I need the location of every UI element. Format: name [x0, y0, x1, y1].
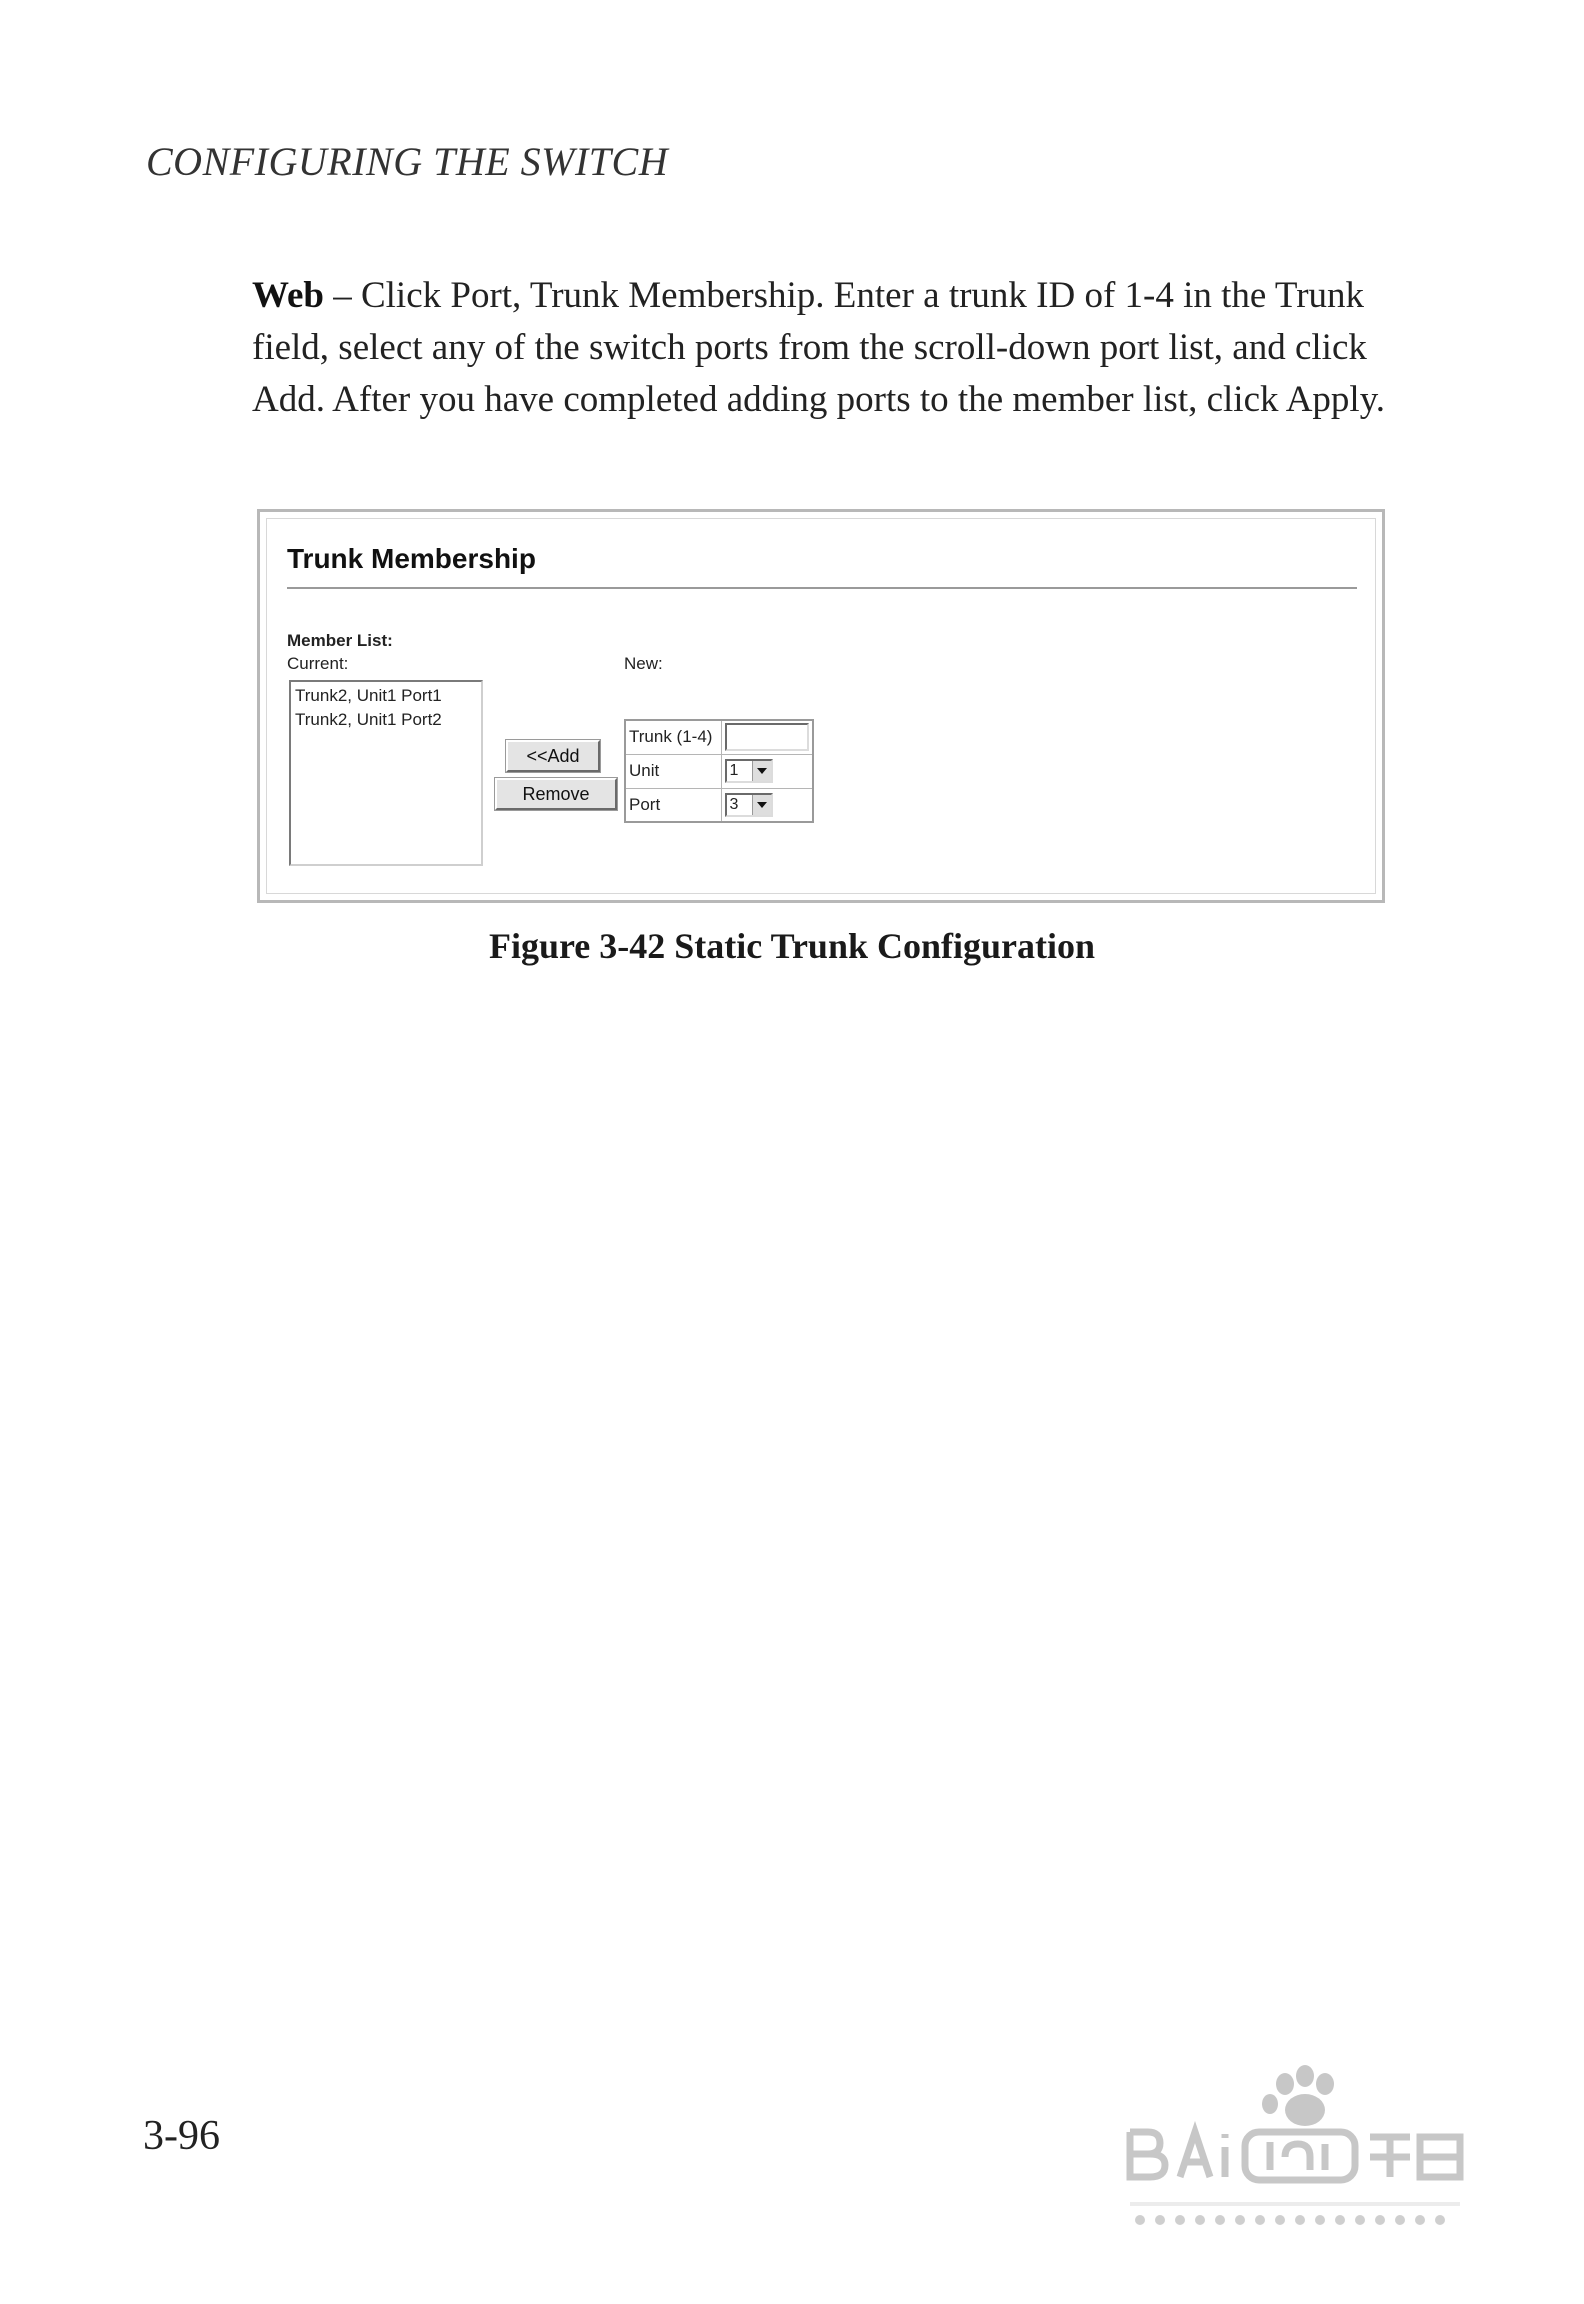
list-item[interactable]: Trunk2, Unit1 Port1: [295, 686, 442, 705]
trunk-membership-screenshot: [257, 509, 1385, 903]
trunk-row: [625, 720, 813, 754]
chevron-down-icon[interactable]: [752, 795, 771, 815]
port-cell: [721, 788, 813, 822]
current-members-listbox[interactable]: [289, 680, 483, 866]
screenshot-frame: [266, 518, 1376, 894]
chevron-down-icon[interactable]: [752, 761, 771, 781]
trunk-input[interactable]: [725, 723, 809, 751]
page-number: 3-96: [143, 2113, 220, 2159]
new-member-table: [624, 719, 814, 823]
web-lead: Web: [252, 275, 324, 316]
new-label: New:: [624, 654, 663, 673]
unit-select-value: 1: [729, 762, 739, 779]
unit-label: Unit: [625, 754, 721, 788]
member-list-label: Member List:: [287, 631, 393, 650]
instruction-text: – Click Port, Trunk Membership. Enter a trunk ID of 1-4 in the Trunk field, select any of the switch ports from the scroll-down port list, and click Add. After you have completed adding ports to the member list, click Apply.: [252, 275, 1386, 420]
unit-select[interactable]: [725, 759, 773, 783]
figure-caption: Figure 3-42 Static Trunk Configuration: [488, 926, 1096, 966]
port-label: Port: [625, 788, 721, 822]
unit-cell: [721, 754, 813, 788]
running-head: CONFIGURING THE SWITCH: [146, 139, 669, 184]
list-item[interactable]: Trunk2, Unit1 Port2: [295, 710, 442, 729]
trunk-label: Trunk (1-4): [625, 720, 721, 754]
baidu-watermark-logo: [1120, 2062, 1490, 2242]
instruction-paragraph: [252, 270, 1402, 426]
trunk-cell: [721, 720, 813, 754]
current-label: Current:: [287, 654, 349, 673]
port-select-value: 3: [729, 795, 739, 813]
title-divider: [287, 587, 1357, 589]
paw-icon: [1262, 2065, 1334, 2126]
panel-title: Trunk Membership: [287, 543, 536, 574]
port-row: [625, 788, 813, 822]
remove-button[interactable]: Remove: [495, 778, 617, 810]
port-select[interactable]: [725, 793, 773, 817]
add-button[interactable]: <<Add: [506, 740, 600, 772]
unit-row: [625, 754, 813, 788]
